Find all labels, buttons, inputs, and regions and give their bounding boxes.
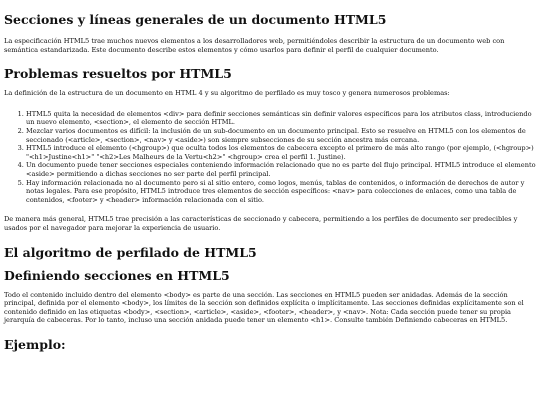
- defining-paragraph: Todo el contenido incluido dentro del elemento <body> es parte de una sección. Las secciones en HTML5 pueden ser anidadas. Además de la sección principal, definida por el elemento <body>, los límites de la sección son definidos explícita o implícitamente. Las secciones definidas explícitamente son el contenido definido en las etiquetas <body>, <section>, <article>, <aside>, <footer>, <header>, y <nav>. Nota: Cada sección puede tener su propia jerarquía de cabeceras. Por lo tanto, incluso una sección anidada puede tener un elemento <h1>. Consulte también Definiendo cabeceras en HTML5.: [4, 290, 524, 325]
- problems-lead: La definición de la estructura de un documento en HTML 4 y su algoritmo de perfilado es muy tosco y genera numerosos problemas:: [4, 89, 450, 98]
- defining-heading: Definiendo secciones en HTML5: [4, 267, 230, 283]
- list-item: 2. Mezclar varios documentos es difícil: la inclusión de un sub-documento en un documento principal. Esto se resuelve en HTML5 con los elementos de seccionado (<article>, <section>, <nav> y <aside>) son siempre subsecciones de su sección ancestra más cercana.: [26, 127, 536, 144]
- list-item: 4. Un documento puede tener secciones especiales conteniendo información relacionado que no es parte del flujo principal. HTML5 introduce el elemento <aside> permitiendo a dichas secciones no ser parte del perfil principal.: [26, 161, 536, 178]
- example-heading: Ejemplo:: [4, 336, 66, 352]
- list-item: 1. HTML5 quita la necesidad de elementos <div> para definir secciones semánticas sin definir valores específicos para los atributos class, introduciendo un nuevo elemento, <section>, el elemento de sección HTML.: [26, 110, 536, 127]
- problems-closing: De manera más general, HTML5 trae precisión a las características de seccionado y cabecera, permitiendo a los perfiles de documento ser predecibles y usados por el navegador para mejorar la experiencia de usuario.: [4, 215, 518, 232]
- list-item: 5. Hay información relacionada no al documento pero si al sitio entero, como logos, menús, tablas de contenidos, o información de derechos de autor y notas legales. Para ese propósito, HTML5 introduce tres elementos de sección específicos: <nav> para colecciones de enlaces, como una tabla de contenidos, <footer> y <header> información relacionada con el sitio.: [26, 179, 536, 205]
- problems-heading: Problemas resueltos por HTML5: [4, 66, 232, 82]
- problems-list: [4, 110, 536, 205]
- intro-paragraph: La especificación HTML5 trae muchos nuevos elementos a los desarrolladores web, permitiéndoles describir la estructura de un documento web con semántica estandarizada. Este documento describe estos elementos y cómo usarlos para definir el perfil de cualquier documento.: [4, 37, 505, 54]
- algorithm-heading: El algoritmo de perfilado de HTML5: [4, 244, 257, 260]
- list-item: 3. HTML5 introduce el elemento (<hgroup>) que oculta todos los elementos de cabecera excepto el primero de más alto rango (por ejemplo, (<hgroup>) "<h1>Justine<h1>" "<h2>Les Malheurs de la Vertu<h2>" <hgroup> crea el perfil 1. Justine).: [26, 144, 536, 161]
- page-title: Secciones y líneas generales de un documento HTML5: [4, 12, 387, 27]
- document-page: [0, 12, 540, 352]
